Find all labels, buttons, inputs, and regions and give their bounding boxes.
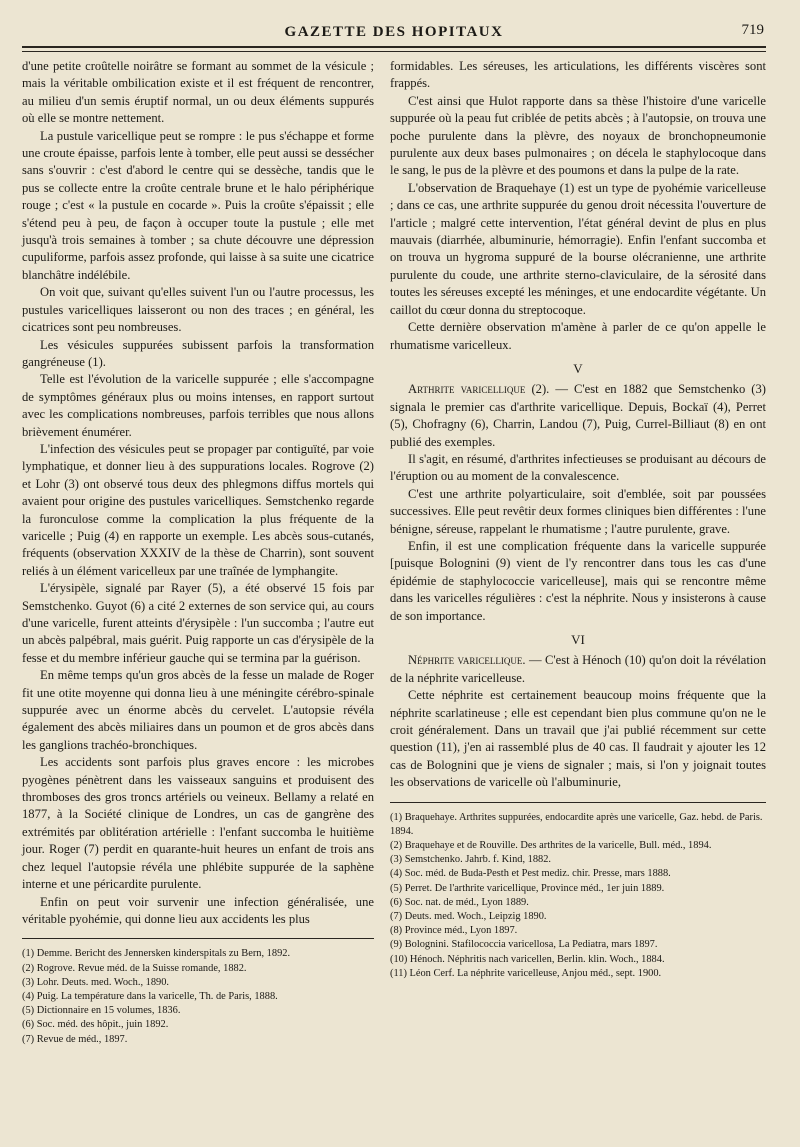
footnote-rule — [390, 802, 766, 803]
footnote: (5) Perret. De l'arthrite varicellique, Province méd., 1er juin 1889. — [390, 882, 665, 894]
right-column — [390, 58, 766, 1137]
footnote: (2) Braquehaye et de Rouville. Des arthrites de la varicelle, Bull. méd., 1894. — [390, 840, 712, 852]
section-heading: Néphrite varicellique — [408, 653, 523, 668]
paragraph: formidables. Les séreuses, les articulations, les différents viscères sont frappés. — [390, 59, 766, 91]
footnote: (6) Soc. nat. de méd., Lyon 1889. — [390, 896, 529, 908]
footnote: (3) Lohr. Deuts. med. Woch., 1890. — [22, 976, 170, 988]
paragraph: Enfin, il est une complication fréquente dans la varicelle suppurée [puisque Bolognini (9) vient de l'y rencontrer dans tous les cas d'une épidémie de staphylococcie varicelleuse], mais qui se rencontre même dans les varicelles régulières : c'est la néphrite. Nous y insisterons à cause de son importance. — [390, 538, 766, 623]
paragraph: C'est une arthrite polyarticulaire, soit d'emblée, soit par poussées successives. Elle peut revêtir deux formes cliniques bien différentes : l'une bénigne, séreuse, rappelant le rhumatisme ; l'autre purulente, grave. — [390, 486, 766, 536]
footnote: (8) Province méd., Lyon 1897. — [390, 925, 518, 937]
footnote: (1) Braquehaye. Arthrites suppurées, endocardite après une varicelle, Gaz. hebd. de Paris. 1894. — [390, 811, 763, 837]
footnote: (7) Deuts. med. Woch., Leipzig 1890. — [390, 911, 547, 923]
paragraph: Enfin on peut voir survenir une infection généralisée, une véritable pyohémie, qui donne lieu aux accidents les plus — [22, 894, 374, 926]
paragraph: Les vésicules suppurées subissent parfois la transformation gangréneuse (1). — [22, 337, 374, 369]
section-lead-text: (2). — C'est en 1882 que Semstchenko (3) signala le premier cas d'arthrite varicellique. Depuis, Bockaï (4), Perret (5), Chofragny (6), Charrin, Landou (7), Puig, Currel-Billiaut (8) en ont publié des exemples. — [390, 382, 766, 449]
paragraph: L'infection des vésicules peut se propager par contiguïté, par voie lymphatique, et donner lieu à des suppurations locales. Rogrove (2) et Lohr (3) ont observé tous deux des phlegmons diffus mortels qui avaient pour origine des pustules varicelliques. Semstchenko regarde la furonculose comme la complication la plus fréquente de la varicelle ; Puig (4) en rapporte un exemple. Les abcès sous-cutanés, fréquents (observation XXXIV de la thèse de Charrin), sont souvent reliés à un élément varicelleux par une traînée de lymphangite. — [22, 441, 374, 578]
section-lead-paragraph — [390, 381, 766, 451]
section-lead-text: . — C'est à Hénoch (10) qu'on doit la révélation de la néphrite varicelleuse. — [390, 653, 766, 685]
header-rule-thin — [22, 51, 766, 52]
paragraph: Telle est l'évolution de la varicelle suppurée ; elle s'accompagne de symptômes généraux plus ou moins intenses, en rapport surtout avec les complications nombreuses, parfois terribles que nous allons brièvement énumérer. — [22, 372, 374, 439]
footnote: (1) Demme. Bericht des Jennersken kinderspitals zu Bern, 1892. — [22, 948, 291, 960]
footnote: (4) Soc. méd. de Buda-Pesth et Pest mediz. chir. Presse, mars 1888. — [390, 868, 671, 880]
paragraph: En même temps qu'un gros abcès de la fesse un malade de Roger fit une otite moyenne qui donna lieu à une méningite cérébro-spinale suppurée avec un énorme abcès du cervelet. L'autopsie révéla également des abcès miliaires dans un poumon et de gros abcès dans les ganglions trachéo-bronchiques. — [22, 668, 374, 752]
footnote: (11) Léon Cerf. La néphrite varicelleuse, Anjou méd., sept. 1900. — [390, 967, 662, 979]
section-number: VI — [571, 632, 585, 647]
footnote: (2) Rogrove. Revue méd. de la Suisse romande, 1882. — [22, 962, 247, 974]
footnotes-right — [390, 811, 766, 981]
footnote: (3) Semstchenko. Jahrb. f. Kind, 1882. — [390, 854, 552, 866]
paragraph: d'une petite croûtelle noirâtre se formant au sommet de la vésicule ; mais la véritable ombilication existe et il est fréquent de rencontrer, au milieu d'un semis éruptif normal, un ou deux éléments suppurés où elle se montre nettement. — [22, 59, 374, 126]
left-column — [22, 58, 374, 1137]
section-heading: Arthrite varicellique — [408, 382, 526, 397]
section-lead-paragraph — [390, 652, 766, 687]
paragraph: L'érysipèle, signalé par Rayer (5), a été observé 15 fois par Semstchenko. Guyot (6) a cité 2 externes de son service qui, au cours d'une varicelle, furent atteints d'érysipèle : l'un succomba ; l'autre eut un abcès palpébral, mais guérit. Puig rapporte un cas d'érysipèle de la fesse et du membre inférieur gauche qui se termina par la guérison. — [22, 581, 374, 665]
paragraph: La pustule varicellique peut se rompre : le pus s'échappe et forme une croute épaisse, parfois lente à tomber, elle peut aussi se dessécher sans s'ouvrir : c'est d'abord le centre qui se dessèche, tandis que le pus se collecte entre la croûte centrale brune et le halo périphérique rouge ; c'est « la pustule en cocarde ». Puis la croûte s'épaissit ; elle s'étend peu à peu, de façon à occuper toute la pustule ; elle met jusqu'à trois semaines à tomber ; sa chute découvre une dépression cupuliforme, parfois assez profonde, qui laisse à sa suite une cicatrice blanchâtre indélébile. — [22, 128, 374, 282]
footnote: (4) Puig. La température dans la varicelle, Th. de Paris, 1888. — [22, 990, 278, 1002]
footnotes-left — [22, 947, 374, 1046]
paragraph: On voit que, suivant qu'elles suivent l'un ou l'autre processus, les pustules varicelliques laisseront ou non des traces ; en général, les cicatrices sont peu nombreuses. — [22, 285, 374, 335]
page-header — [22, 18, 766, 46]
paragraph: Cette dernière observation m'amène à parler de ce qu'on appelle le rhumatisme varicelleux. — [390, 320, 766, 352]
section-number: V — [573, 360, 583, 376]
paragraph: C'est ainsi que Hulot rapporte dans sa thèse l'histoire d'une varicelle suppurée où la peau fut criblée de petits abcès ; à l'autopsie, on trouva une poche purulente dans la plèvre, des noyaux de bronchopneumonie purulente aux deux bases pulmonaires ; on décela le staphylocoque dans le sang, le pus de la plèvre et des poumons et dans la pulpe de la rate. — [390, 93, 766, 178]
footnote: (10) Hénoch. Néphritis nach varicellen, Berlin. klin. Woch., 1884. — [390, 953, 665, 965]
footnote-rule — [22, 938, 374, 939]
footnote: (6) Soc. méd. des hôpit., juin 1892. — [22, 1019, 169, 1031]
header-rule — [22, 46, 766, 48]
paragraph: Il s'agit, en résumé, d'arthrites infectieuses se produisant au décours de l'éruption ou au moment de la convalescence. — [390, 451, 766, 484]
footnote: (7) Revue de méd., 1897. — [22, 1033, 128, 1045]
journal-title: GAZETTE DES HOPITAUX — [284, 24, 504, 40]
footnote: (5) Dictionnaire en 15 volumes, 1836. — [22, 1005, 181, 1017]
paragraph: Cette néphrite est certainement beaucoup moins fréquente que la néphrite scarlatineuse ; elle est cependant bien plus commune qu'on ne le croit généralement. Dans un travail que j'ai publié récemment sur cette question (11), j'en ai rassemblé plus de 40 cas. Il faudrait y ajouter les 12 cas de Bolognini que je viens de signaler ; mais, si l'on y joignait toutes les observations de varicelle où l'albuminurie, — [390, 688, 766, 790]
footnote: (9) Bolognini. Stafilococcia varicellosa, La Pediatra, mars 1897. — [390, 939, 658, 951]
page-number: 719 — [741, 22, 764, 38]
paragraph: L'observation de Braquehaye (1) est un type de pyohémie varicelleuse ; dans ce cas, une arthrite suppurée du genou droit nécessita l'ouverture de l'article ; malgré cette intervention, l'état général devint de plus en plus mauvais (diarrhée, albuminurie, hémorragie). Enfin l'enfant succomba et on trouva un hygroma suppuré de la bourse olécranienne, une arthrite purulente du coude, une arthrite sterno-claviculaire, de la sérosité dans toutes les séreuses excepté les méninges, et une endocardite végétante. Un caillot du cœur donna du streptocoque. — [390, 180, 766, 317]
paragraph: Les accidents sont parfois plus graves encore : les microbes pyogènes pénètrent dans les vaisseaux sanguins et produisent des thromboses des gros troncs artériels ou veineux. Bellamy a relaté en 1877, à la Société clinique de Londres, un cas de gangrène des extrémités par oblitération artérielle : l'enfant succomba le huitième jour. Roger (7) perdit en quarante-huit heures un enfant de trois ans chez lequel l'autopsie révéla une phlébite suppurée de la saphène interne et une péricardite purulente. — [22, 755, 374, 892]
